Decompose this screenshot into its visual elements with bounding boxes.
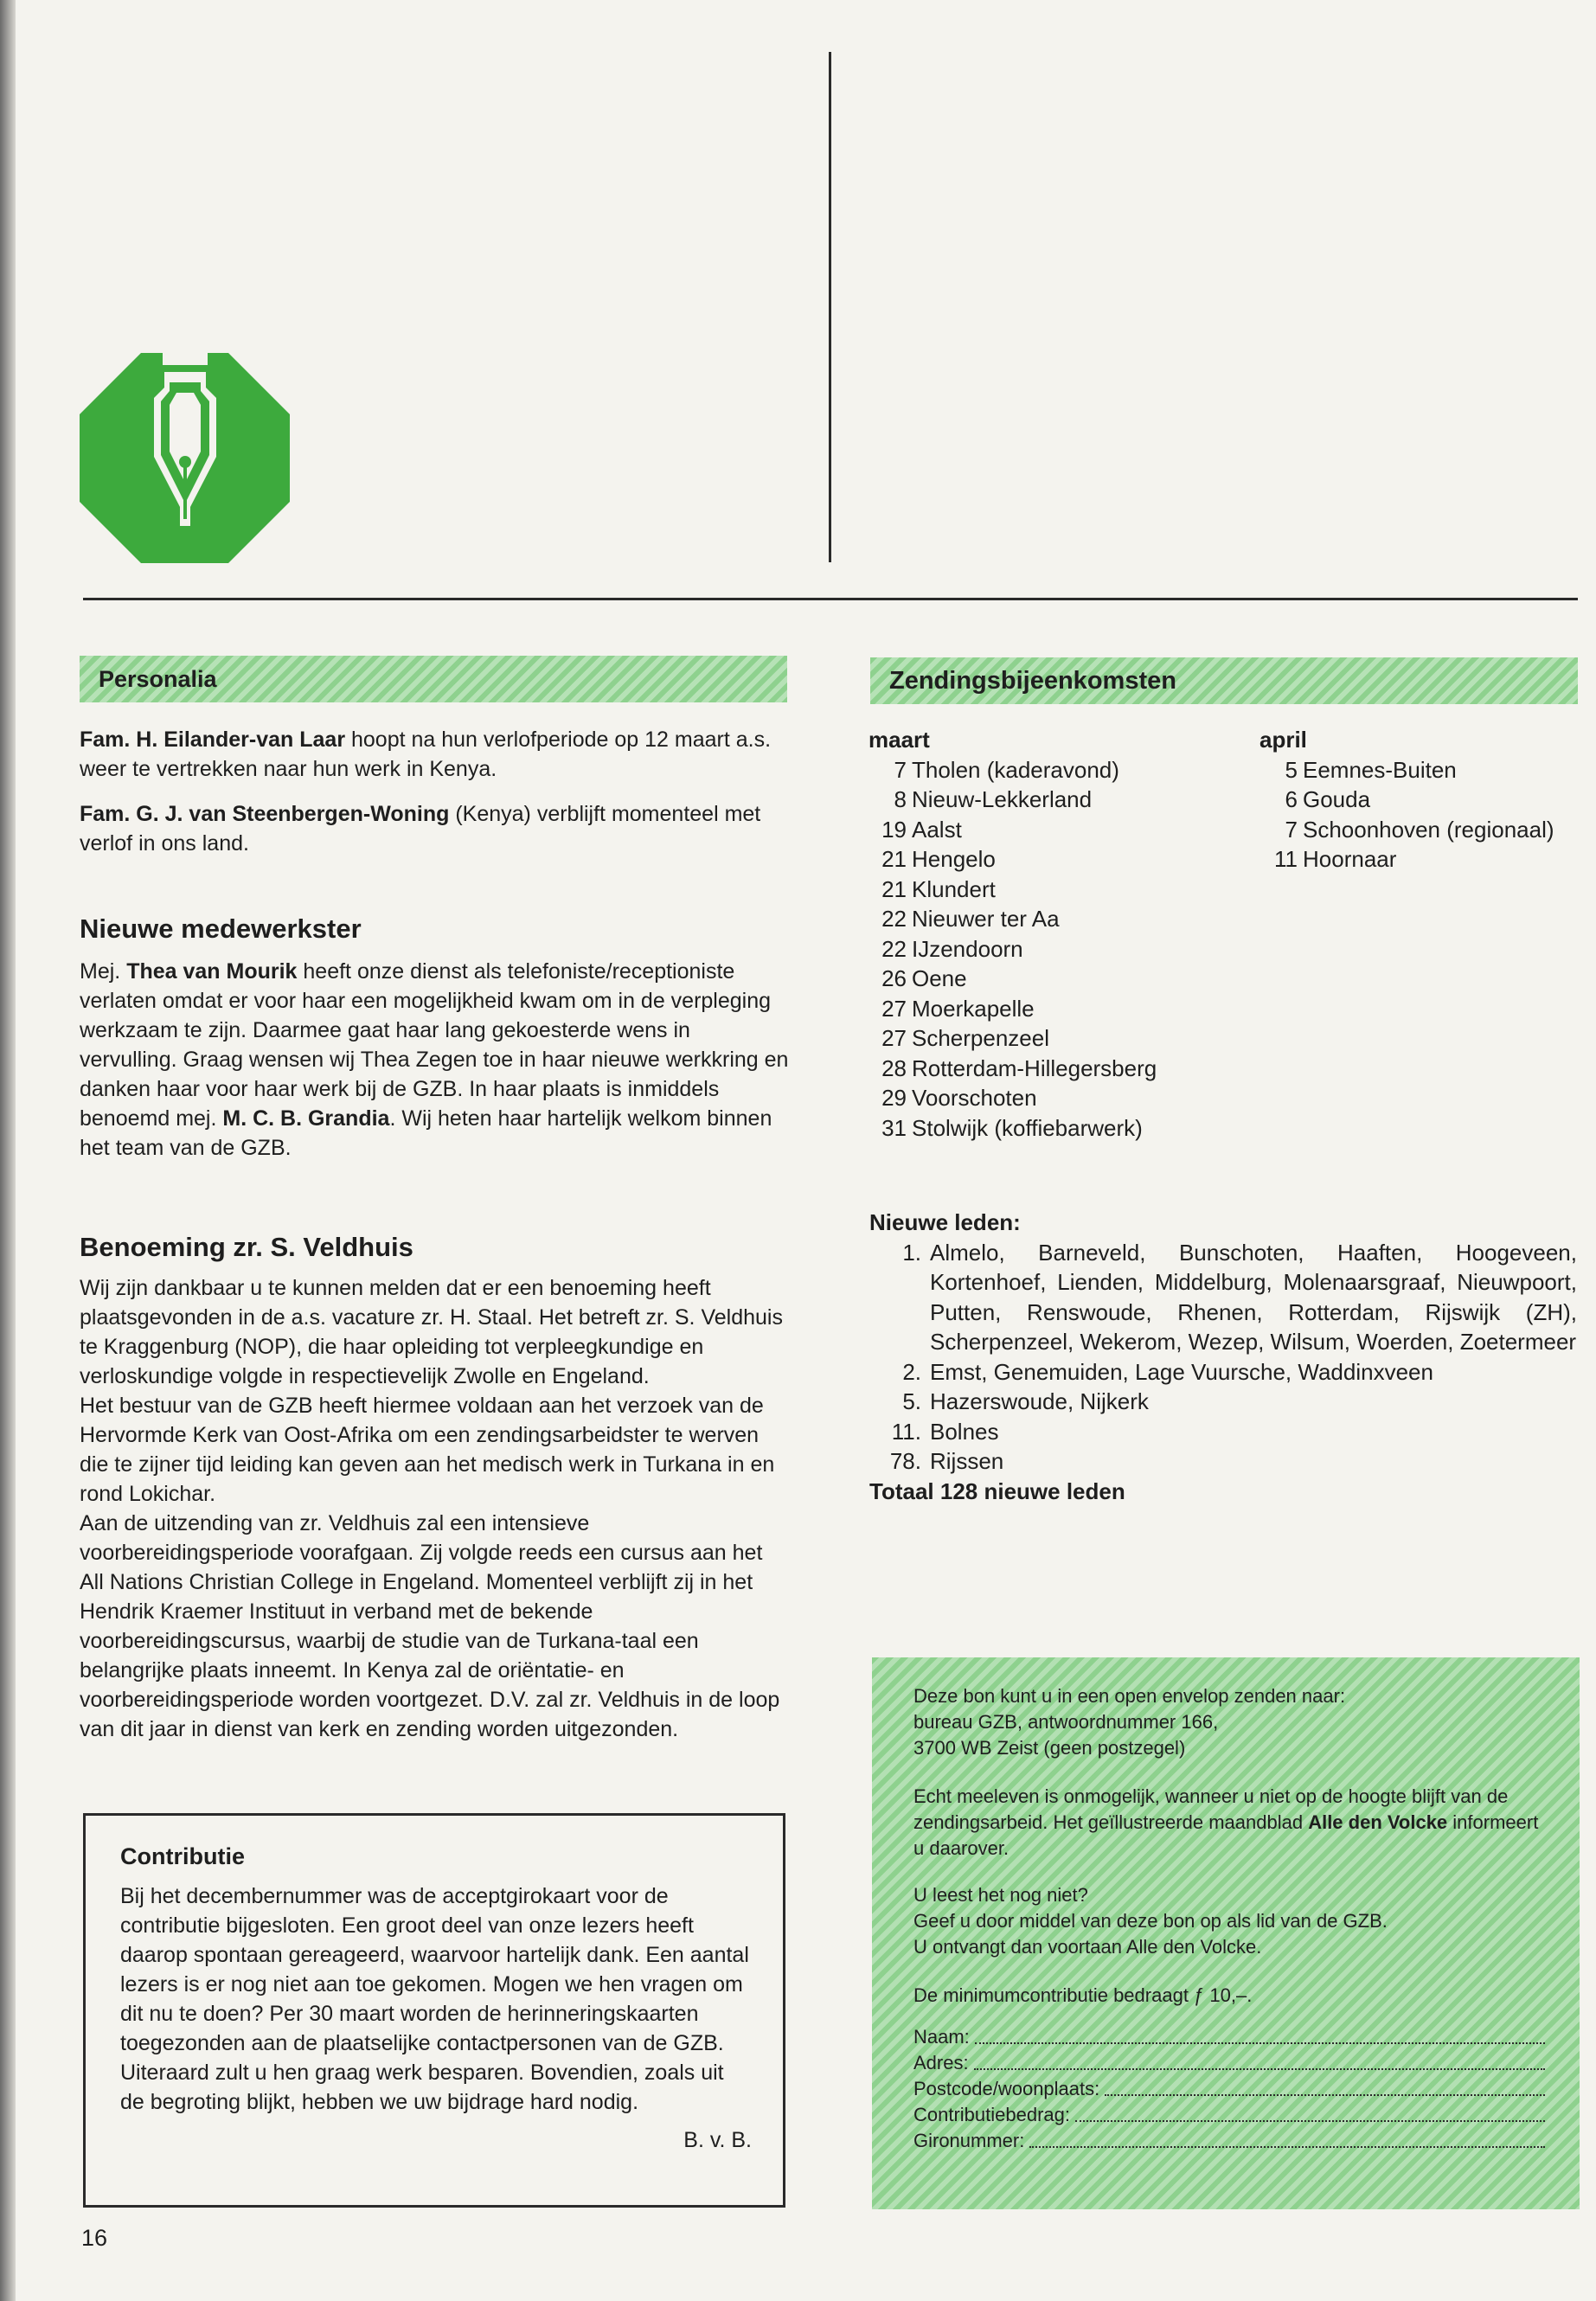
leden-item [869,1417,1577,1447]
zending-title: Zendingsbijeenkomsten [889,667,1176,695]
coupon-text: Echt meeleven is onmogelijk, wanneer u niet op de hoogte blijft van de zendingsarbeid. Het geïllustreerde maandblad [913,1785,1509,1833]
place: Nieuwer ter Aa [912,906,1060,932]
list-item [869,1023,1157,1054]
field-line[interactable] [1029,2146,1545,2148]
places: Bolnes [930,1418,999,1445]
field-line[interactable] [975,2042,1545,2044]
count: 11. [891,1418,921,1445]
coupon-text: informeert u daarover. [913,1811,1539,1859]
coupon-address: bureau GZB, antwoordnummer 166, [913,1711,1219,1733]
fountain-pen-nib-icon [80,353,290,563]
personalia-body [80,725,789,858]
list-item [869,815,1157,845]
signature: B. v. B. [683,2128,752,2152]
medewerkster-title: Nieuwe medewerkster [80,913,362,944]
list-item [1259,844,1554,875]
personalia-text: hoopt na hun verlofperiode op 12 maart a.s. weer te vertrekken naar hun werk in Kenya. [80,727,772,781]
date: 22 [881,906,907,932]
count: 5. [902,1388,921,1414]
field-line[interactable] [974,2068,1545,2070]
form-field[interactable] [913,2128,1545,2154]
date: 21 [881,846,907,872]
list-item [869,1054,1157,1084]
list-item [1259,785,1554,815]
place: Gouda [1303,786,1371,812]
form-field[interactable] [913,2050,1545,2076]
maart-list [869,725,1157,1143]
list-item [869,785,1157,815]
list-item [869,844,1157,875]
date: 27 [881,1025,907,1051]
text: Mej. [80,959,127,984]
place: Stolwijk (koffiebarwerk) [912,1114,1143,1141]
place: Eemnes-Buiten [1303,756,1457,783]
vertical-divider [829,52,831,562]
person-name: Fam. G. J. van Steenbergen-Woning [80,802,450,826]
place: Hoornaar [1303,846,1397,872]
list-item [869,904,1157,934]
month-label: april [1259,727,1307,753]
list-item [1259,815,1554,845]
date: 7 [1285,816,1298,843]
date: 26 [881,965,907,991]
personalia-item-2 [80,799,789,858]
place: Moerkapelle [912,995,1035,1022]
place: Hengelo [912,846,996,872]
person-name: M. C. B. Grandia [222,1106,390,1131]
coupon-text: U ontvangt dan voortaan Alle den Volcke. [913,1936,1262,1958]
month-label: maart [869,727,930,753]
places: Almelo, Barneveld, Bunschoten, Haaften, Hoogeveen, Kortenhoef, Lienden, Middelburg, Molenaarsgraaf, Nieuwpoort, Putten, Renswoude, Rhenen, Rotterdam, Rijswijk (ZH), Scherpenzeel, Wekerom, Wezep, Wilsum, Woerden, Zoetermeer [930,1239,1577,1355]
page-number: 16 [81,2225,108,2251]
list-item [869,1083,1157,1113]
date: 5 [1285,756,1298,783]
zending-header [870,657,1578,704]
form-field[interactable] [913,2102,1545,2128]
person-name: Fam. H. Eilander-van Laar [80,727,346,752]
person-name: Thea van Mourik [126,959,298,984]
place: Aalst [912,816,962,843]
list-item [869,755,1157,785]
list-item [869,994,1157,1024]
list-item [869,934,1157,965]
paragraph: Aan de uitzending van zr. Veldhuis zal een intensieve voorbereidingsperiode voorafgaan. Zij volgde reeds een cursus aan het All Nations Christian College in Engeland. Momenteel verblijft zij in het Hendrik Kraemer Instituut in verband met de bekende voorbereidingscursus, waarbij de studie van de Turkana-taal een belangrijke plaats inneemt. In Kenya zal de oriëntatie- en voorbereidingsperiode worden voortgezet. D.V. zal zr. Veldhuis in de loop van dit jaar in dienst van kerk en zending worden uitgezonden. [80,1511,780,1741]
date: 11 [1274,846,1298,872]
paragraph: Wij zijn dankbaar u te kunnen melden dat er een benoeming heeft plaatsgevonden in de a.s. vacature zr. H. Staal. Het betreft zr. S. Veldhuis te Kraggenburg (NOP), die haar opleiding tot verpleegkundige en verloskundige volgde in respectievelijk Zwolle en Engeland. [80,1276,783,1388]
list-item [1259,755,1554,785]
field-label: Contributiebedrag: [913,2104,1071,2125]
field-label: Postcode/woonplaats: [913,2078,1100,2099]
personalia-text: (Kenya) verblijft momenteel met verlof in ons land. [80,802,761,856]
date: 6 [1285,786,1298,812]
count: 2. [902,1358,921,1385]
place: Scherpenzeel [912,1025,1049,1051]
field-label: Adres: [913,2052,969,2073]
place: Nieuw-Lekkerland [912,786,1093,812]
date: 21 [881,875,907,902]
list-item [869,964,1157,994]
leden-title: Nieuwe leden: [869,1209,1021,1235]
field-label: Naam: [913,2026,970,2048]
place: Voorschoten [912,1085,1037,1111]
contributie-title: Contributie [120,1843,245,1869]
count: 78. [889,1448,921,1474]
list-item [869,1113,1157,1144]
leden-item [869,1446,1577,1477]
list-item [869,875,1157,905]
leden-item [869,1238,1577,1357]
coupon-text: Geef u door middel van deze bon op als lid van de GZB. [913,1910,1388,1932]
text: heeft onze dienst als telefoniste/receptioniste verlaten omdat er voor haar een mogelijkheid kwam om in de verpleging werkzaam te zijn. Daarmee gaat haar lang gekoesterde wens in vervulling. Graag wensen wij Thea Zegen toe in haar nieuwe werkkring en danken haar voor haar werk bij de GZB. In haar plaats is inmiddels benoemd mej. [80,959,789,1131]
place: Rotterdam-Hillegersberg [912,1054,1157,1081]
field-label: Gironummer: [913,2130,1025,2151]
date: 22 [881,935,907,962]
leden-total: Totaal 128 nieuwe leden [869,1477,1125,1504]
horizontal-divider [83,598,1578,600]
date: 31 [881,1114,907,1141]
coupon-address: 3700 WB Zeist (geen postzegel) [913,1737,1186,1759]
personalia-header [80,656,787,702]
date: 27 [881,995,907,1022]
personalia-item-1 [80,725,789,784]
text: . Wij heten haar hartelijk welkom binnen het team van de GZB. [80,1106,772,1160]
coupon-text: U leest het nog niet? [913,1884,1088,1906]
form-field[interactable] [913,2076,1545,2102]
contributie-box [83,1813,785,2208]
benoeming-title: Benoeming zr. S. Veldhuis [80,1232,413,1262]
place: Tholen (kaderavond) [912,756,1119,783]
leden-item [869,1387,1577,1417]
places: Emst, Genemuiden, Lage Vuursche, Waddinxveen [930,1358,1433,1385]
place: IJzendoorn [912,935,1023,962]
leden-item [869,1357,1577,1388]
personalia-title: Personalia [99,666,217,692]
places: Hazerswoude, Nijkerk [930,1388,1149,1414]
date: 29 [881,1085,907,1111]
date: 8 [894,786,907,812]
page-edge [0,0,16,2301]
date: 28 [881,1054,907,1081]
field-line[interactable] [1105,2094,1545,2096]
date: 7 [894,756,907,783]
date: 19 [881,816,907,843]
paragraph: Het bestuur van de GZB heeft hiermee voldaan aan het verzoek van de Hervormde Kerk van Oost-Afrika om een zendingsarbeidster te werven die te zijner tijd leiding kan geven aan het medisch werk in Turkana in en rond Lokichar. [80,1394,775,1506]
medewerkster-body [80,957,789,1163]
place: Schoonhoven (regionaal) [1303,816,1554,843]
places: Rijssen [930,1448,1004,1474]
contributie-text: Bij het decembernummer was de acceptgirokaart voor de contributie bijgesloten. Een groot deel van onze lezers heeft daarop spontaan gereageerd, waarvoor hartelijk dank. Een aantal lezers is er nog niet aan toe gekomen. Mogen we hen vragen om dit nu te doen? Per 30 maart worden de herinneringskaarten toegezonden aan de plaatselijke contactpersonen van de GZB. Uiteraard zult u hen graag werk besparen. Bovendien, zoals uit de begroting blijkt, hebben we uw bijdrage hard nodig. [120,1884,749,2114]
place: Oene [912,965,967,991]
field-line[interactable] [1075,2120,1545,2122]
form-field[interactable] [913,2024,1545,2050]
benoeming-body [80,1273,789,1744]
magazine-title: Alle den Volcke [1308,1811,1448,1833]
coupon-address: Deze bon kunt u in een open envelop zenden naar: [913,1685,1346,1707]
april-list [1259,725,1554,875]
nieuwe-leden [869,1208,1577,1506]
place: Klundert [912,875,996,902]
coupon-minimum: De minimumcontributie bedraagt ƒ 10,–. [913,1984,1253,2006]
membership-coupon [872,1657,1580,2209]
count: 1. [902,1239,921,1266]
